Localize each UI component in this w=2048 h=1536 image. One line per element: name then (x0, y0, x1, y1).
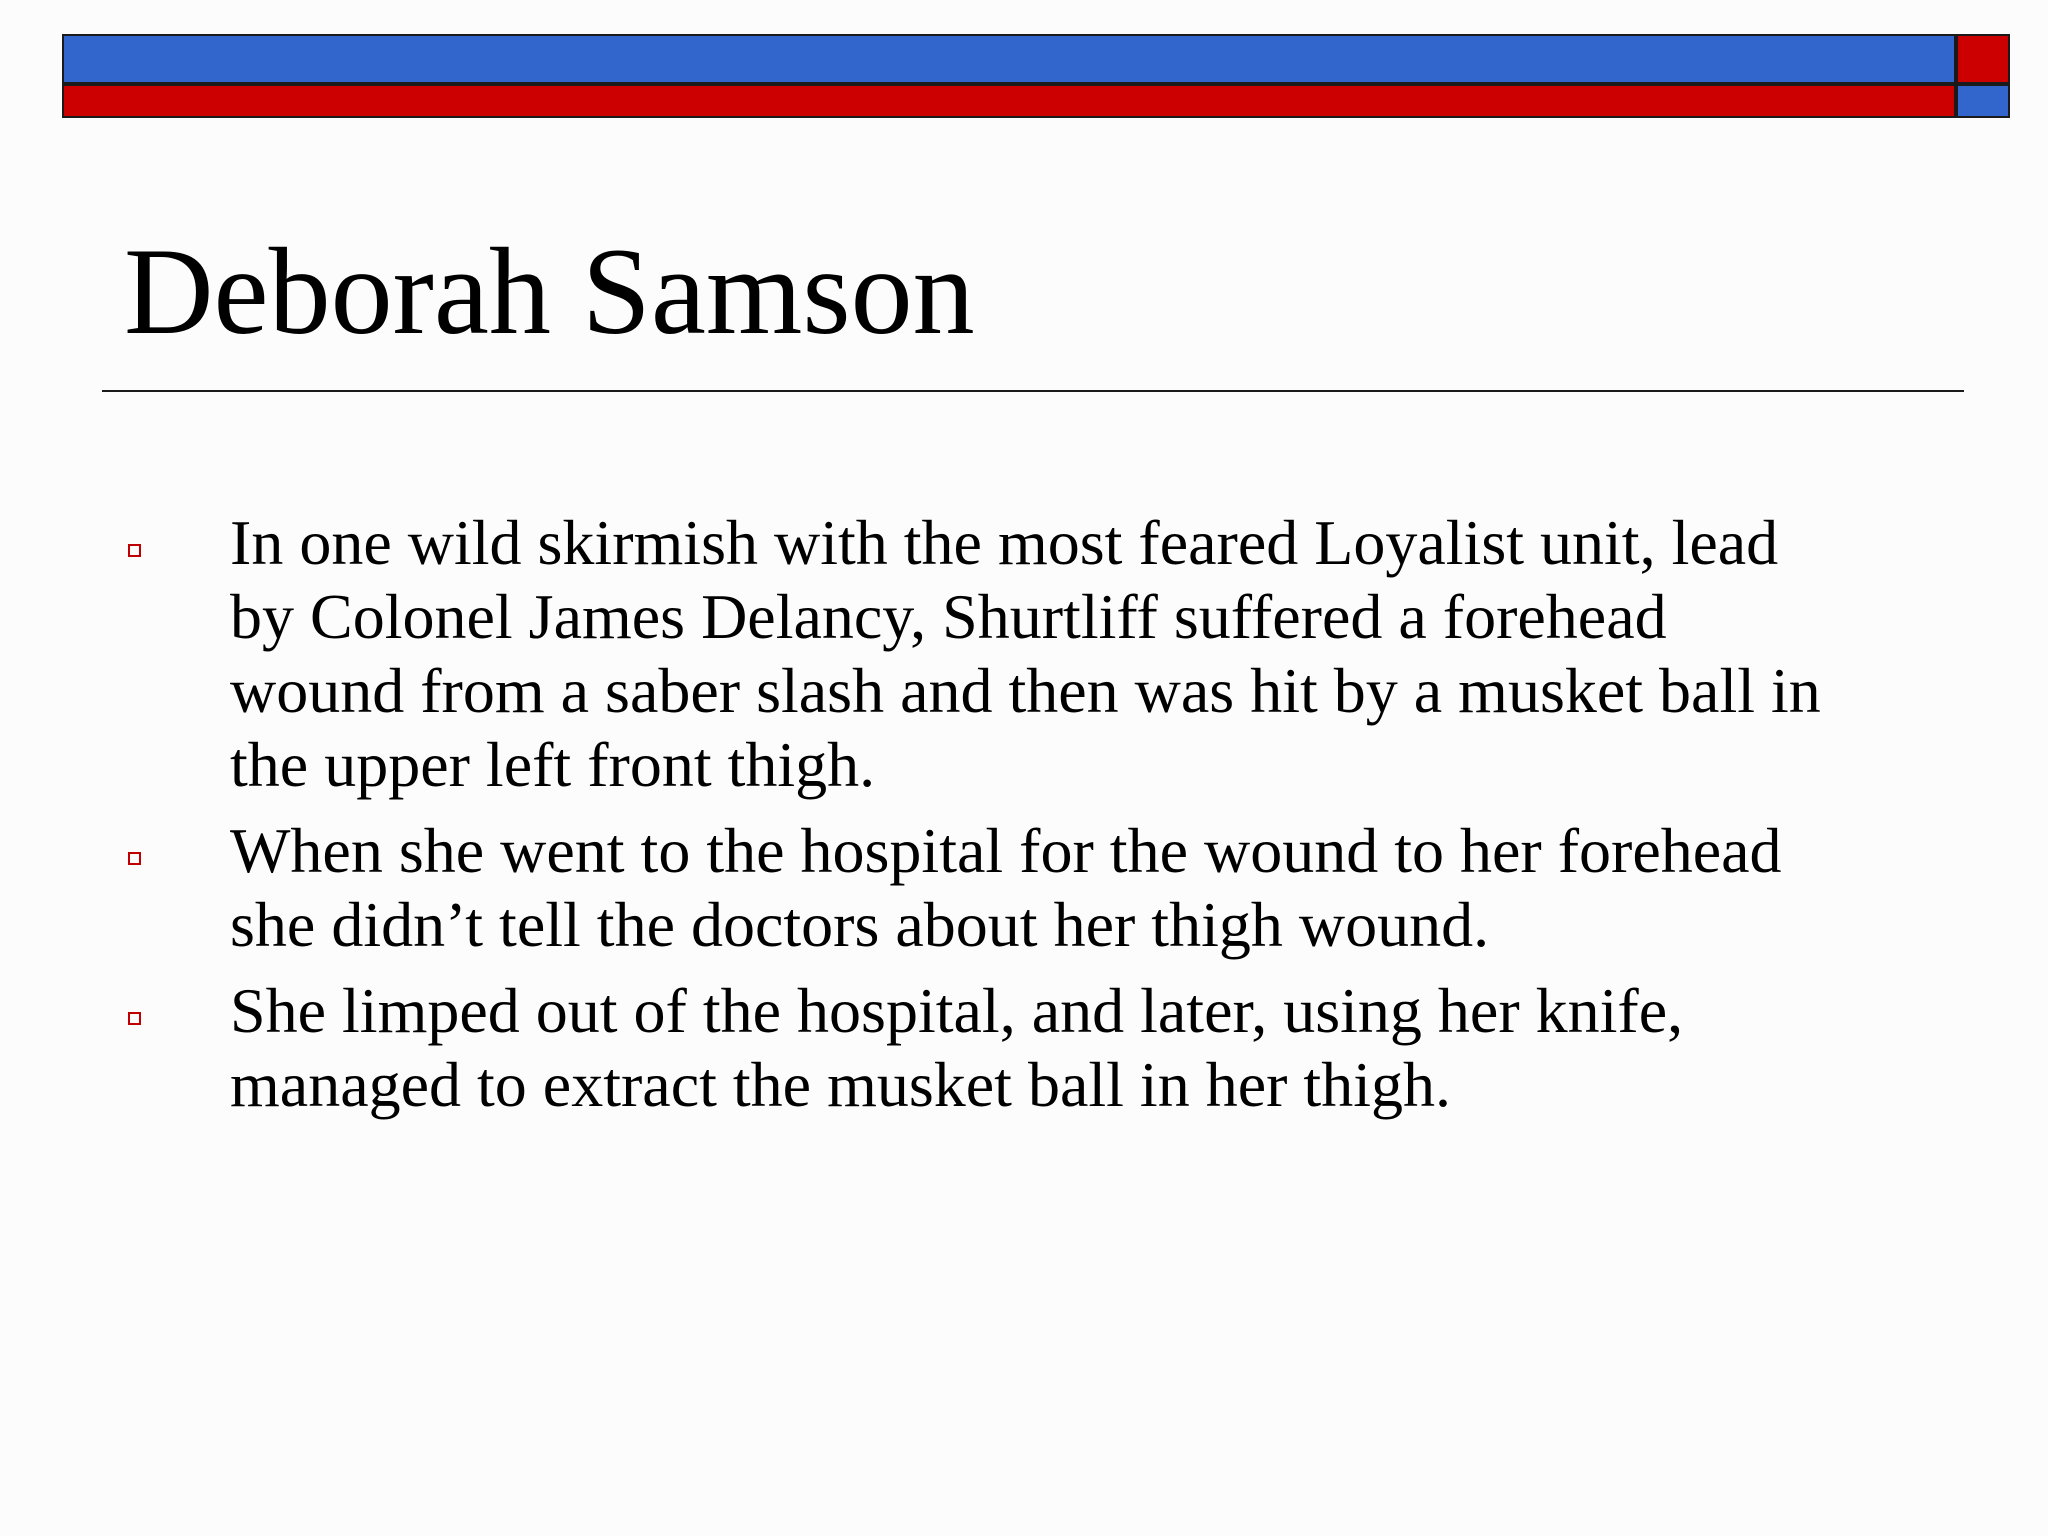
bullet-list (124, 506, 1944, 1134)
bullet-line: by Colonel James Delancy, Shurtliff suffered a forehead (230, 581, 1667, 652)
header-decoration (62, 34, 2010, 118)
bullet-line: wound from a saber slash and then was hit by a musket ball in (230, 655, 1821, 726)
title-divider (102, 390, 1964, 392)
header-bar-blue (62, 34, 1956, 84)
header-bar-red (62, 84, 1956, 118)
header-square-blue (1956, 84, 2010, 118)
hollow-square-icon (128, 852, 141, 865)
bullet-line: When she went to the hospital for the wound to her forehead (230, 815, 1782, 886)
bullet-item (124, 974, 1944, 1122)
bullet-line: she didn’t tell the doctors about her thigh wound. (230, 889, 1490, 960)
bullet-item (124, 506, 1944, 802)
bullet-line: She limped out of the hospital, and later, using her knife, (230, 975, 1684, 1046)
bullet-line: In one wild skirmish with the most feared Loyalist unit, lead (230, 507, 1779, 578)
slide-title: Deborah Samson (124, 223, 975, 360)
hollow-square-icon (128, 1012, 141, 1025)
hollow-square-icon (128, 544, 141, 557)
bullet-line: the upper left front thigh. (230, 729, 876, 800)
bullet-item (124, 814, 1944, 962)
header-square-red (1956, 34, 2010, 84)
bullet-line: managed to extract the musket ball in her thigh. (230, 1049, 1451, 1120)
